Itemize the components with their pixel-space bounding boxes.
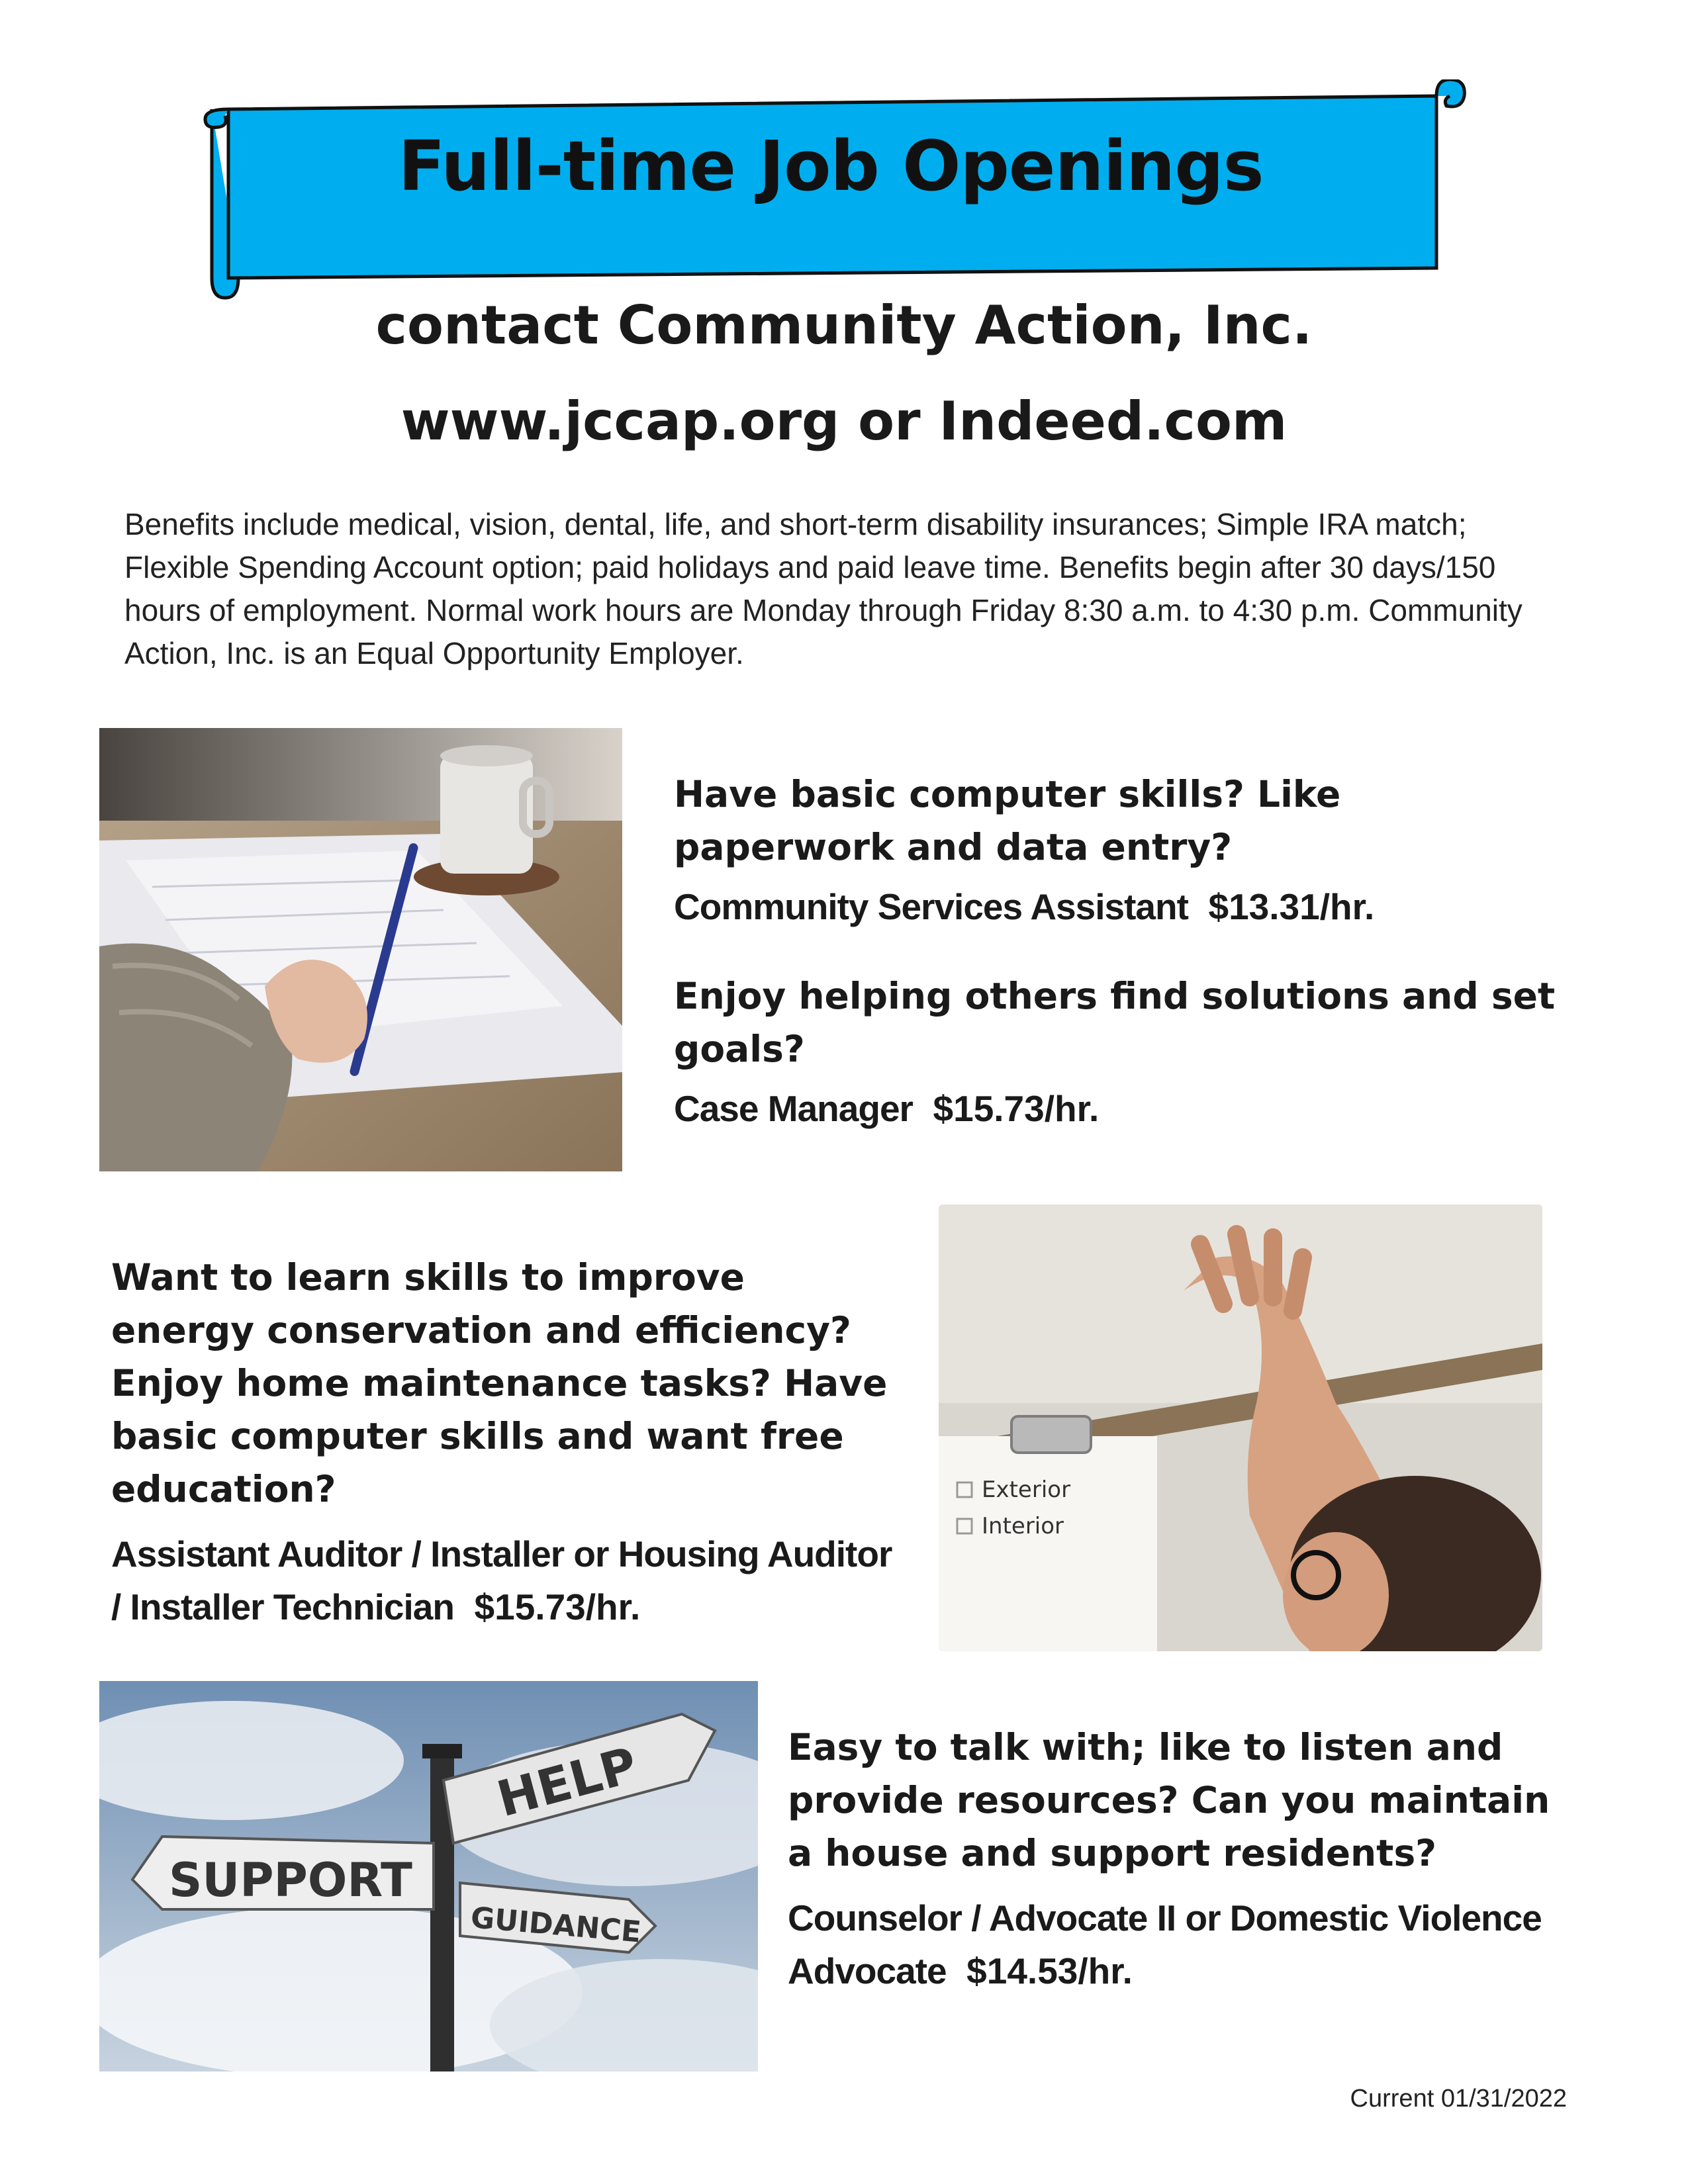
job-block-counselor xyxy=(788,1721,1562,1997)
job-question: Enjoy helping others find solutions and set goals? xyxy=(674,975,1556,1070)
job-title: Case Manager xyxy=(674,1088,913,1129)
job-listing xyxy=(111,1527,899,1633)
job-wage: $13.31/hr. xyxy=(1208,886,1375,927)
job-question: Easy to talk with; like to listen and provide resources? Can you maintain a house and support residents? xyxy=(788,1726,1550,1874)
current-date: Current 01/31/2022 xyxy=(1350,2085,1567,2113)
job-block-community-services xyxy=(674,768,1561,933)
clipboard-label: Exterior xyxy=(982,1477,1071,1503)
job-block-auditor xyxy=(111,1251,899,1633)
job-wage: $15.73/hr. xyxy=(474,1586,641,1627)
sign-label: HELP xyxy=(491,1736,643,1829)
contact-heading: contact Community Action, Inc. xyxy=(375,295,1313,356)
signpost-photo xyxy=(99,1681,758,2071)
job-question: Have basic computer skills? Like paperwork and data entry? xyxy=(674,773,1341,868)
job-listing xyxy=(674,880,1561,933)
job-block-case-manager xyxy=(674,970,1561,1135)
sign-label: GUIDANCE xyxy=(469,1901,643,1950)
page-title: Full-time Job Openings xyxy=(398,126,1264,206)
sign-label: SUPPORT xyxy=(169,1853,412,1907)
job-wage: $15.73/hr. xyxy=(933,1088,1100,1129)
installer-photo xyxy=(939,1205,1542,1651)
benefits-paragraph: Benefits include medical, vision, dental, life, and short-term disability insurances; Simple IRA match; Flexible Spending Account option; paid holidays and paid leave time. Benefits begin after 30 days/150 hours of employment. Normal work hours are Monday through Friday 8:30 a.m. to 4:30 p.m. Community Action, Inc. is an Equal Opportunity Employer. xyxy=(124,507,1523,670)
title-banner xyxy=(192,79,1470,304)
website-line: www.jccap.org or Indeed.com xyxy=(400,390,1288,452)
job-listing xyxy=(674,1082,1561,1135)
job-wage: $14.53/hr. xyxy=(966,1950,1133,1991)
writing-photo xyxy=(99,728,622,1171)
job-title: Assistant Auditor / Installer or Housing Auditor / Installer Technician xyxy=(111,1533,892,1627)
job-listing xyxy=(788,1891,1562,1997)
job-title: Community Services Assistant xyxy=(674,886,1188,927)
clipboard-label: Interior xyxy=(982,1513,1064,1539)
job-title: Counselor / Advocate II or Domestic Violence Advocate xyxy=(788,1897,1542,1991)
job-question: Want to learn skills to improve energy conservation and efficiency? Enjoy home maintenance tasks? Have basic computer skills and want free education? xyxy=(111,1256,888,1510)
